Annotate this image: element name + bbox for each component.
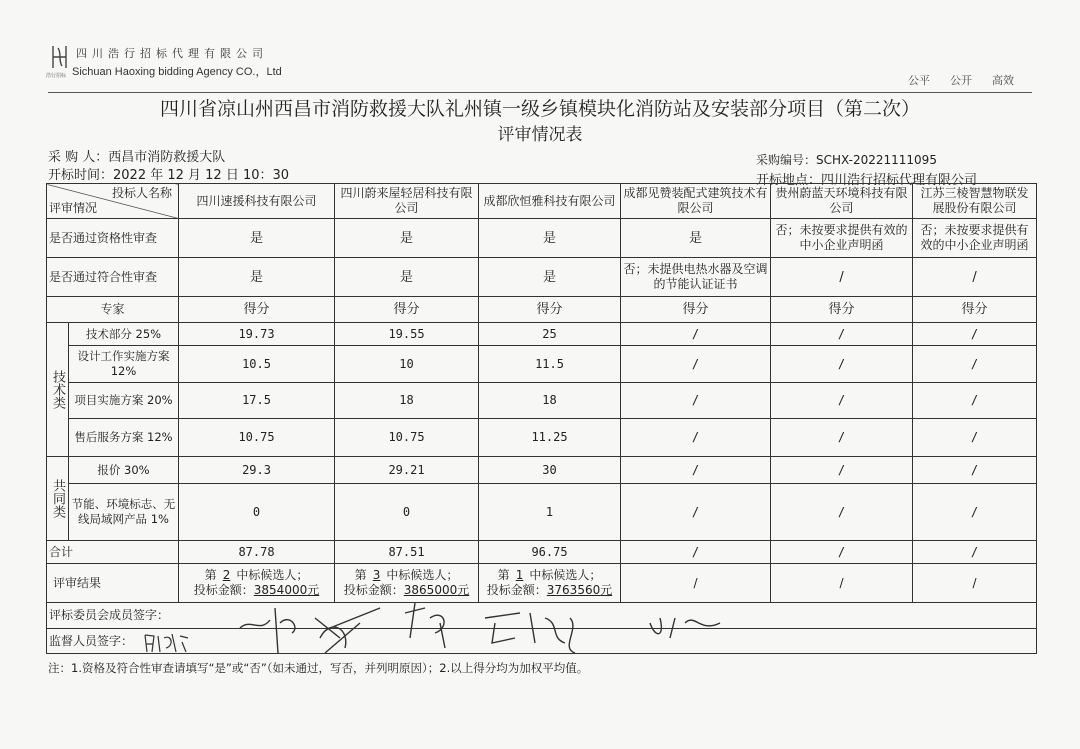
score-value: 18 [479, 383, 621, 419]
total-value: / [771, 541, 913, 564]
rank-prefix: 第 [497, 568, 510, 582]
score-value: 11.25 [479, 419, 621, 457]
result-entry [479, 564, 621, 603]
score-value: 11.5 [479, 346, 621, 383]
table-row [47, 383, 1037, 419]
common-group-label: 共同类 [47, 457, 69, 541]
score-value: 0 [179, 484, 335, 541]
rank-prefix: 第 [354, 568, 367, 582]
amount-prefix: 投标金额： [343, 583, 404, 597]
score-value: / [771, 383, 913, 419]
score-value: / [913, 346, 1037, 383]
cell-value: 否；未按要求提供有效的中小企业声明函 [771, 219, 913, 258]
bid-amount: 3854000 [253, 583, 308, 597]
cell-value: 得分 [479, 297, 621, 323]
open-place: 开标地点：四川浩行招标代理有限公司 [756, 173, 978, 188]
cell-value: 否；未按要求提供有效的中小企业声明函 [913, 219, 1037, 258]
score-value: / [771, 323, 913, 346]
score-value: 0 [335, 484, 479, 541]
committee-signatures [230, 598, 790, 658]
evaluation-table [46, 183, 1037, 654]
footnote: 注：1.资格及符合性审查请填写“是”或“否”（如未通过，写否，并列明原因）；2.以上得分均为加权平均值。 [48, 661, 589, 675]
score-value: 29.3 [179, 457, 335, 484]
rank-prefix: 第 [204, 568, 217, 582]
score-value: / [913, 383, 1037, 419]
cell-value: 是 [479, 258, 621, 297]
amount-unit: 元 [457, 583, 470, 597]
bid-amount: 3763560 [546, 583, 601, 597]
slogan: 公平 [908, 74, 930, 87]
slogan: 高效 [992, 74, 1014, 87]
result-entry [179, 564, 335, 603]
score-value: / [771, 419, 913, 457]
score-value: 10.75 [179, 419, 335, 457]
result-value: / [771, 564, 913, 603]
amount-prefix: 投标金额： [486, 583, 547, 597]
cell-value: 得分 [771, 297, 913, 323]
score-value: / [621, 323, 771, 346]
total-value: 87.78 [179, 541, 335, 564]
score-value: / [621, 383, 771, 419]
cell-value: 得分 [621, 297, 771, 323]
open-time: 开标时间：2022 年 12 月 12 日 10：30 [48, 168, 290, 183]
corner-bottom-label: 评审情况 [49, 201, 98, 215]
score-item-label: 售后服务方案 12% [69, 419, 179, 457]
cell-value: 是 [479, 219, 621, 258]
company-name-en: Sichuan Haoxing bidding Agency CO.，Ltd [72, 66, 282, 78]
score-value: / [913, 457, 1037, 484]
table-row [47, 219, 1037, 258]
compliance-row-label: 是否通过符合性审查 [47, 258, 179, 297]
total-label: 合计 [47, 541, 179, 564]
score-value: / [771, 457, 913, 484]
header-divider [48, 92, 1032, 93]
score-value: 17.5 [179, 383, 335, 419]
score-value: / [771, 484, 913, 541]
table-row [47, 457, 1037, 484]
score-value: / [771, 346, 913, 383]
cell-value: 是 [179, 219, 335, 258]
amount-unit: 元 [307, 583, 320, 597]
score-value: 19.73 [179, 323, 335, 346]
qualification-row-label: 是否通过资格性审查 [47, 219, 179, 258]
cell-value: 得分 [913, 297, 1037, 323]
purchaser: 采 购 人：西昌市消防救援大队 [48, 150, 226, 165]
score-value: 25 [479, 323, 621, 346]
rank-suffix: 中标候选人； [386, 568, 459, 582]
bidder-name: 贵州蔚蓝天环境科技有限公司 [771, 184, 913, 219]
score-value: / [621, 484, 771, 541]
table-row [47, 346, 1037, 383]
score-value: / [913, 419, 1037, 457]
total-value: / [621, 541, 771, 564]
result-value: / [621, 564, 771, 603]
score-value: 10.5 [179, 346, 335, 383]
rank: 1 [515, 568, 524, 582]
cell-value: 是 [335, 219, 479, 258]
table-row [47, 184, 1037, 219]
supervisor-signature-label: 监督人员签字： [47, 629, 1037, 654]
document-subtitle: 评审情况表 [497, 125, 583, 145]
slogans [908, 72, 1034, 88]
bidder-name: 四川蔚来屋轻居科技有限公司 [335, 184, 479, 219]
committee-signature-label: 评标委员会成员签字： [47, 603, 1037, 629]
score-value: 19.55 [335, 323, 479, 346]
company-name-cn: 四川浩行招标代理有限公司 [76, 47, 268, 60]
rank: 2 [222, 568, 231, 582]
result-label: 评审结果 [47, 564, 179, 603]
document-title: 四川省凉山州西昌市消防救援大队礼州镇一级乡镇模块化消防站及安装部分项目（第二次） [159, 98, 920, 120]
rank-suffix: 中标候选人； [529, 568, 602, 582]
rank-suffix: 中标候选人； [236, 568, 309, 582]
bid-amount: 3865000 [403, 583, 458, 597]
company-logo-icon [50, 44, 70, 70]
total-value: 96.75 [479, 541, 621, 564]
result-entry [335, 564, 479, 603]
amount-prefix: 投标金额： [193, 583, 254, 597]
cell-value: 是 [179, 258, 335, 297]
table-row [47, 419, 1037, 457]
table-row [47, 258, 1037, 297]
tech-group-label: 技术类 [47, 323, 69, 457]
table-row [47, 484, 1037, 541]
score-value: / [621, 457, 771, 484]
cell-value: 是 [335, 258, 479, 297]
score-value: 1 [479, 484, 621, 541]
score-item-label: 设计工作实施方案 12% [69, 346, 179, 383]
score-value: 10.75 [335, 419, 479, 457]
table-row [47, 297, 1037, 323]
score-value: 18 [335, 383, 479, 419]
score-item-label: 技术部分 25% [69, 323, 179, 346]
cell-value: / [913, 258, 1037, 297]
supervisor-signature [142, 630, 192, 656]
score-value: 10 [335, 346, 479, 383]
slogan: 公开 [950, 74, 972, 87]
cell-value: 是 [621, 219, 771, 258]
logo-caption: 浩行招标 [46, 73, 67, 79]
total-value: / [913, 541, 1037, 564]
purchase-number: 采购编号：SCHX-20221111095 [756, 153, 937, 167]
score-item-label: 报价 30% [69, 457, 179, 484]
bidder-name: 成都欣恒雅科技有限公司 [479, 184, 621, 219]
score-value: 29.21 [335, 457, 479, 484]
cell-value: 否；未提供电热水器及空调的节能认证证书 [621, 258, 771, 297]
corner-header [47, 184, 179, 219]
total-value: 87.51 [335, 541, 479, 564]
expert-row-label: 专家 [47, 297, 179, 323]
bidder-name: 成都见赞装配式建筑技术有限公司 [621, 184, 771, 219]
table-row [47, 564, 1037, 603]
score-value: / [621, 419, 771, 457]
table-row [47, 323, 1037, 346]
cell-value: 得分 [335, 297, 479, 323]
amount-unit: 元 [600, 583, 613, 597]
score-item-label: 项目实施方案 20% [69, 383, 179, 419]
score-value: 30 [479, 457, 621, 484]
rank: 3 [372, 568, 381, 582]
bidder-name: 江苏三棱智慧物联发展股份有限公司 [913, 184, 1037, 219]
cell-value: 得分 [179, 297, 335, 323]
score-item-label: 节能、环境标志、无线局域网产品 1% [69, 484, 179, 541]
corner-top-label: 投标人名称 [112, 186, 173, 200]
table-row [47, 541, 1037, 564]
score-value: / [913, 484, 1037, 541]
score-value: / [621, 346, 771, 383]
result-value: / [913, 564, 1037, 603]
cell-value: / [771, 258, 913, 297]
score-value: / [913, 323, 1037, 346]
bidder-name: 四川速援科技有限公司 [179, 184, 335, 219]
